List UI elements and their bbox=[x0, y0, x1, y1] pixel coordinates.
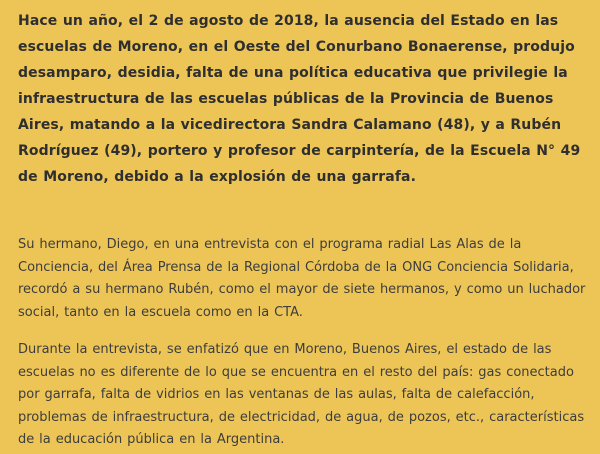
paragraph-school-conditions: Durante la entrevista, se enfatizó que en Moreno, Buenos Aires, el estado de las escuelas no es diferente de lo que se encuentra en el resto del país: gas conectado por garrafa, falta de vidrios en las ventanas de las aulas, falta de calefacción, problemas de infraestructura, de electricidad, de agua, de pozos, etc., características de la educación pública en la Argentina. bbox=[18, 342, 585, 447]
lead-paragraph: Hace un año, el 2 de agosto de 2018, la ausencia del Estado en las escuelas de Moreno, en el Oeste del Conurbano Bonaerense, produjo desamparo, desidia, falta de una política educativa que privilegie la infraestructura de las escuelas públicas de la Provincia de Buenos Aires, matando a la vicedirectora Sandra Calamano (48), y a Rubén Rodríguez (49), portero y profesor de carpintería, de la Escuela N° 49 de Moreno, debido a la explosión de una garrafa. bbox=[18, 13, 581, 185]
paragraph-interview: Su hermano, Diego, en una entrevista con el programa radial Las Alas de la Conciencia, del Área Prensa de la Regional Córdoba de la ONG Conciencia Solidaria, recordó a su hermano Rubén, como el mayor de siete hermanos, y como un luchador social, tanto en la escuela como en la CTA. bbox=[18, 237, 586, 320]
